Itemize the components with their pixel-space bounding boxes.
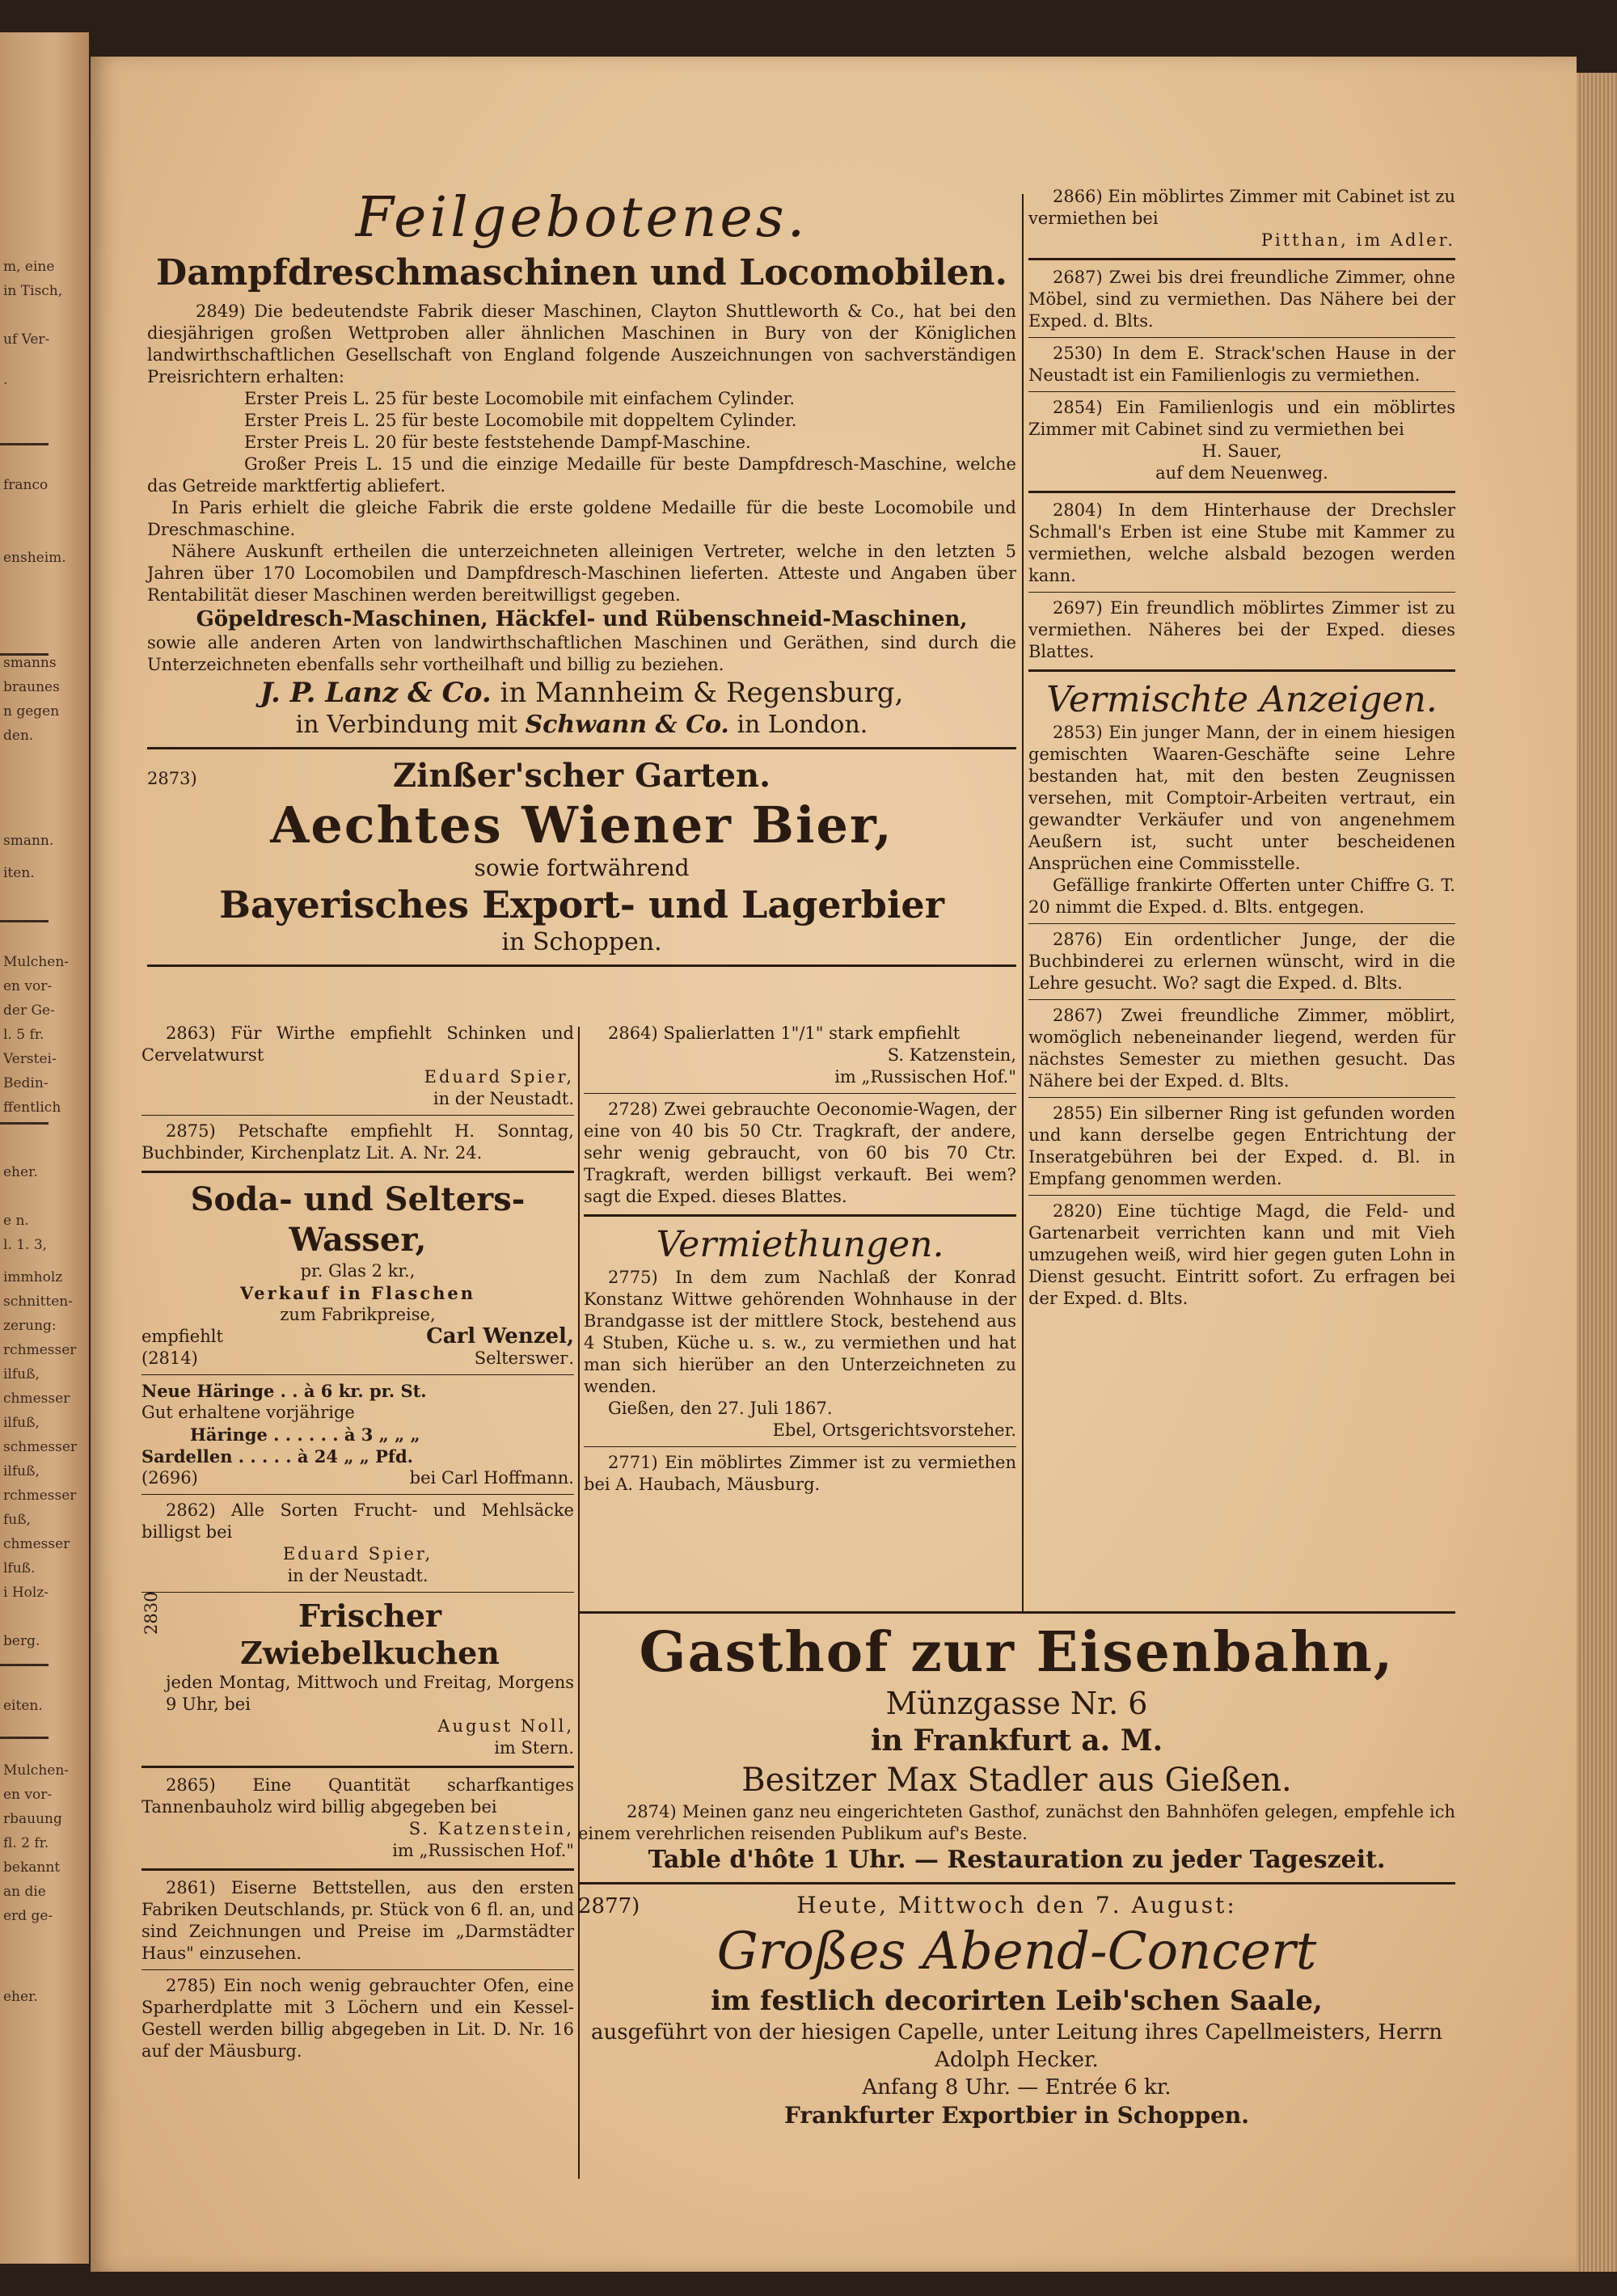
- left-page-rule: [0, 1122, 49, 1125]
- ad-text: Ein silberner Ring ist gefunden worden und kann derselbe gegen Entrichtung der Inseratgebühren bei der Exped. d. Bl. in Empfang genommen werden.: [1028, 1104, 1455, 1188]
- divider: [141, 1115, 574, 1116]
- ad-number: 2830: [141, 1591, 161, 1635]
- ad-number: 2862): [166, 1500, 216, 1520]
- ad-signature-place: auf dem Neuenweg.: [1155, 463, 1328, 483]
- ad-text: Ein möblirtes Zimmer mit Cabinet ist zu vermiethen bei: [1028, 187, 1455, 228]
- concert-venue: im festlich decorirten Leib'schen Saale,: [711, 1985, 1323, 2017]
- left-page-fragment: ilfuß,: [3, 1415, 40, 1431]
- haringe-line: Neue Häringe . . à 6 kr. pr. St.: [141, 1381, 427, 1401]
- ad-text: Ein möblirtes Zimmer ist zu vermiethen bei A. Haubach, Mäusburg.: [584, 1453, 1016, 1494]
- ad-number: 2863): [166, 1023, 216, 1043]
- ad-text: Zwei gebrauchte Oeconomie-Wagen, der eine von 40 bis 50 Ctr. Tragkraft, der andere, sehr wenig gebraucht, von 60 bis 70 Ctr. Tragkraft, werden billigst verkauft. Bei wem? sagt die Exped. dieses Blattes.: [584, 1099, 1016, 1206]
- ad-signature: August Noll,: [437, 1716, 574, 1736]
- left-page-fragment: .: [3, 372, 8, 388]
- ad-2804: [1028, 500, 1455, 587]
- left-page-edge: [0, 32, 89, 2264]
- ad-text: In dem Hinterhause der Drechsler Schmall's Erben ist eine Stube mit Kammer zu vermiethen, welche alsbald bezogen werden kann.: [1028, 500, 1455, 585]
- left-page-rule: [0, 1737, 49, 1739]
- left-page-fragment: ensheim.: [3, 550, 66, 566]
- ad-text: Alle Sorten Frucht- und Mehlsäcke billigst bei: [141, 1500, 574, 1542]
- ad-text: Die bedeutendste Fabrik dieser Maschinen, Clayton Shuttleworth & Co., hat bei den diesjährigen großen Wettproben aller ähnlichen Maschinen in Bury von der Königlichen landwirthschaftlichen Gesellschaft von England folgende Auszeichnungen von sachverständigen Preisrichtern erhalten:: [147, 302, 1016, 386]
- divider: [584, 1446, 1016, 1447]
- ad-text: Für Wirthe empfiehlt Schinken und Cervelatwurst: [141, 1023, 574, 1065]
- divider: [141, 1494, 574, 1495]
- left-page-rule: [0, 920, 49, 922]
- ad-signature-place: in der Neustadt.: [433, 1089, 574, 1108]
- divider: [141, 1868, 574, 1871]
- soda-place: Selterswег.: [474, 1348, 574, 1368]
- ad-text: Spalierlatten 1"/1" stark empfiehlt: [663, 1023, 960, 1043]
- ad-signature: Ebel, Ortsgerichtsvorsteher.: [772, 1420, 1016, 1440]
- ad-number: 2874): [627, 1802, 677, 1821]
- soda-vendor: Carl Wenzel,: [426, 1324, 574, 1348]
- ad-text: Ein Familienlogis und ein möblirtes Zimmer mit Cabinet sind zu vermiethen bei: [1028, 398, 1455, 439]
- prize-line: Großer Preis L. 15 und die einzige Medaille für beste Dampfdresch-Maschine, welche das Getreide marktfertig abliefert.: [147, 454, 1016, 496]
- left-page-fragment: Mulchen-: [3, 1762, 70, 1779]
- ad-2876: [1028, 929, 1455, 994]
- left-page-fragment: rchmesser: [3, 1342, 77, 1358]
- ad-number: 2867): [1053, 1006, 1103, 1025]
- ad-2864: [584, 1023, 1016, 1088]
- left-page-fragment: fl. 2 fr.: [3, 1835, 49, 1851]
- ad-number: 2697): [1053, 598, 1103, 618]
- ad-2861: [141, 1877, 574, 1965]
- haringe-ad: [141, 1380, 574, 1489]
- ad-number: 2804): [1053, 500, 1103, 520]
- ad-date: Gießen, den 27. Juli 1867.: [608, 1399, 833, 1418]
- bottom-ads: [578, 1605, 1455, 2130]
- ad-text: Zwei bis drei freundliche Zimmer, ohne Möbel, sind zu vermiethen. Das Nähere bei der Exped. d. Blts.: [1028, 268, 1455, 331]
- right-page-stack: [1577, 73, 1617, 2272]
- concert-beer: Frankfurter Exportbier in Schoppen.: [783, 2102, 1250, 2129]
- ad-2530: [1028, 343, 1455, 386]
- column-rule: [1022, 194, 1024, 1613]
- left-page-fragment: Mulchen-: [3, 954, 70, 970]
- left-page-rule: [0, 443, 49, 445]
- left-page-fragment: uf Ver-: [3, 331, 50, 348]
- ad-number: 2864): [608, 1023, 658, 1043]
- left-page-fragment: berg.: [3, 1633, 40, 1649]
- goepel-text: Göpeldresch-Maschinen, Häckfel- und Rübenschneid-Maschinen,: [196, 607, 968, 631]
- ad-number: 2771): [608, 1453, 658, 1472]
- beer-headline: Aechtes Wiener Bier,: [270, 796, 893, 855]
- left-page-fragment: fuß,: [3, 1512, 31, 1528]
- left-page-fragment: chmesser: [3, 1391, 70, 1407]
- ad-text: In dem zum Nachlaß der Konrad Konstanz Wittwe gehörenden Wohnhause in der Brandgasse ist der mittlere Stock, bestehend aus 4 Stuben, Küche u. s. w., zu vermiethen und hat man sich hierüber an den Unterzeichneten zu wenden.: [584, 1268, 1016, 1396]
- ad-signature: bei Carl Hoffmann.: [409, 1468, 574, 1488]
- ad-2728: [584, 1099, 1016, 1208]
- firm2-pre: in Verbindung mit: [295, 711, 517, 739]
- divider: [141, 1374, 574, 1375]
- divider: [1028, 1195, 1455, 1196]
- ad-signature-place: in der Neustadt.: [287, 1566, 429, 1585]
- ad-text: Eiserne Bettstellen, aus den ersten Fabriken Deutschlands, pr. Stück von 6 fl. an, und sind Zeichnungen und Preise im „Darmstädter Haus" einzusehen.: [141, 1878, 574, 1963]
- ad-number: (2696): [141, 1468, 198, 1488]
- left-page-fragment: ilfuß,: [3, 1366, 40, 1382]
- section-heading: Vermischte Anzeigen.: [1046, 679, 1438, 720]
- firm2-line: [147, 710, 1016, 741]
- ad-signature: Pitthan, im Adler.: [1260, 230, 1455, 250]
- concert-date: Heute, Mittwoch den 7. August:: [796, 1892, 1237, 1918]
- ad-number: 2854): [1053, 398, 1103, 417]
- gasthof-ad: [578, 1620, 1455, 1876]
- left-page-fragment: eiten.: [3, 1698, 43, 1714]
- left-page-fragment: m, eine: [3, 259, 55, 275]
- divider: [1028, 669, 1455, 672]
- left-page-fragment: schmesser: [3, 1439, 78, 1455]
- ad-number: 2853): [1053, 723, 1103, 742]
- concert-ad: [578, 1891, 1455, 2130]
- ad-number: 2530): [1053, 344, 1103, 363]
- left-page-fragment: iten.: [3, 865, 35, 881]
- column-b: [584, 1023, 1016, 1496]
- divider: [578, 1611, 1455, 1614]
- divider: [1028, 391, 1455, 392]
- left-page-fragment: rchmesser: [3, 1488, 77, 1504]
- left-page-fragment: ffentlich: [3, 1099, 61, 1116]
- ad-number: 2866): [1053, 187, 1103, 206]
- ad-number: 2861): [166, 1878, 216, 1897]
- ad-number: 2876): [1053, 930, 1103, 949]
- left-page-fragment: braunes: [3, 679, 60, 695]
- divider: [584, 1214, 1016, 1217]
- gasthof-owner: Besitzer Max Stadler aus Gießen.: [741, 1762, 1292, 1799]
- ad-text: Ein ordentlicher Junge, der die Buchbinderei zu erlernen wünscht, wird in die Lehre gesucht. Wo? sagt die Exped. d. Blts.: [1028, 930, 1455, 993]
- divider: [1028, 258, 1455, 260]
- soda-ad: [141, 1180, 574, 1370]
- soda-title: Soda- und Selters-Wasser,: [190, 1180, 526, 1259]
- haringe-line: Sardellen . . . . . à 24 „ „ Pfd.: [141, 1446, 413, 1467]
- ad-signature-place: im „Russischen Hof.": [834, 1067, 1016, 1087]
- bavarian-beer: Bayerisches Export- und Lagerbier: [219, 883, 944, 926]
- divider: [578, 1882, 1455, 1884]
- ad-signature: S. Katzenstein,: [408, 1819, 574, 1838]
- left-page-fragment: zerung:: [3, 1318, 57, 1334]
- prize-line: Erster Preis L. 25 für beste Locomobile mit einfachem Cylinder.: [244, 389, 796, 408]
- ad-signature-place: im Stern.: [494, 1738, 574, 1758]
- concert-performers: ausgeführt von der hiesigen Capelle, unter Leitung ihres Capellmeisters, Herrn Adolph Hecker.: [591, 2020, 1442, 2072]
- column-a: [141, 1023, 574, 2062]
- gasthof-table: Table d'hôte 1 Uhr. — Restauration zu jeder Tageszeit.: [648, 1846, 1386, 1874]
- section-heading: Vermiethungen.: [656, 1224, 944, 1265]
- schoppen: in Schoppen.: [501, 928, 662, 956]
- left-page-fragment: en vor-: [3, 1787, 53, 1803]
- left-page-fragment: an die: [3, 1884, 46, 1900]
- ad-number: 2785): [166, 1976, 216, 1995]
- ad-number: 2849): [196, 302, 246, 321]
- divider: [141, 1766, 574, 1768]
- left-page-fragment: en vor-: [3, 978, 53, 994]
- ad-2830: [141, 1591, 574, 1759]
- ad-text: Zwei freundliche Zimmer, möblirt, womöglich nebeneinander liegend, werden für nächstes Semester zu miethen gesucht. Das Nähere bei der Exped. d. Blts.: [1028, 1006, 1455, 1091]
- section-title: Feilgebotenes.: [355, 186, 808, 250]
- ad-number: 2775): [608, 1268, 658, 1287]
- ad-text: Petschafte empfiehlt H. Sonntag, Buchbinder, Kirchenplatz Lit. A. Nr. 24.: [141, 1121, 574, 1163]
- left-page-fragment: franco: [3, 477, 49, 493]
- left-page-fragment: e n.: [3, 1213, 29, 1229]
- ad-2687: [1028, 267, 1455, 332]
- soda-pre: empfiehlt: [141, 1327, 223, 1346]
- haringe-line: Häringe . . . . . . à 3 „ „ „: [190, 1424, 420, 1445]
- firm-line: [147, 676, 1016, 710]
- left-page-fragment: i Holz-: [3, 1585, 49, 1601]
- ad-2820: [1028, 1201, 1455, 1310]
- left-page-rule: [0, 1664, 49, 1666]
- left-page-fragment: in Tisch,: [3, 283, 63, 299]
- left-page-fragment: Bedin-: [3, 1075, 49, 1091]
- ad-number: 2865): [166, 1775, 216, 1795]
- divider: [141, 1171, 574, 1173]
- left-page-fragment: chmesser: [3, 1536, 70, 1552]
- ad-text: Meinen ganz neu eingerichteten Gasthof, zunächst den Bahnhöfen gelegen, empfehle ich einem verehrlichen reisenden Publikum auf's Beste.: [578, 1802, 1455, 1843]
- prize-line: Erster Preis L. 25 für beste Locomobile mit doppeltem Cylinder.: [244, 411, 797, 430]
- ad-text: Ein noch wenig gebrauchter Ofen, eine Sparherdplatte mit 3 Löchern und ein Kessel-Gestell werden billig abgegeben in Lit. D. Nr. 16 auf der Mäusburg.: [141, 1976, 574, 2061]
- right-column: [1028, 186, 1455, 1310]
- firm-place: in Mannheim & Regensburg,: [500, 677, 904, 709]
- ad-number: 2855): [1053, 1104, 1103, 1123]
- left-page-fragment: l. 5 fr.: [3, 1027, 44, 1043]
- paris-text: In Paris erhielt die gleiche Fabrik die erste goldene Medaille für die beste Locomobile und Dreschmaschine.: [147, 498, 1016, 539]
- ad-2854: [1028, 397, 1455, 484]
- ad-2863: [141, 1023, 574, 1110]
- ad-text: In dem E. Strack'schen Hause in der Neustadt ist ein Familienlogis zu vermiethen.: [1028, 344, 1455, 385]
- firm2-name: Schwann & Co.: [525, 711, 729, 739]
- ad-headline: Dampfdreschmaschinen und Locomobilen.: [156, 252, 1007, 293]
- soda-fabrikpreis: zum Fabrikpreise,: [280, 1305, 436, 1324]
- divider: [141, 1592, 574, 1593]
- left-page-fragment: lfuß.: [3, 1560, 36, 1576]
- divider: [147, 964, 1016, 967]
- ad-2862: [141, 1500, 574, 1587]
- ad-text: Ein freundlich möblirtes Zimmer ist zu vermiethen. Näheres bei der Exped. dieses Blattes.: [1028, 598, 1455, 661]
- prize-line: Erster Preis L. 20 für beste feststehende Dampf-Maschine.: [244, 433, 751, 452]
- ad-signature: Eduard Spier,: [424, 1067, 574, 1087]
- firm2-place: in London.: [737, 711, 868, 739]
- ad-2865: [141, 1775, 574, 1862]
- left-page-fragment: bekannt: [3, 1859, 61, 1876]
- left-page-fragment: smanns: [3, 655, 57, 671]
- gasthof-address: Münzgasse Nr. 6: [885, 1686, 1148, 1721]
- left-page-fragment: rbauung: [3, 1811, 62, 1827]
- concert-start: Anfang 8 Uhr. — Entrée 6 kr.: [862, 2075, 1172, 2100]
- ad-2697: [1028, 597, 1455, 663]
- divider: [1028, 1097, 1455, 1098]
- garden-name: Zinßer'scher Garten.: [392, 757, 771, 795]
- ad-number: 2728): [608, 1099, 658, 1119]
- left-page-fragment: l. 1. 3,: [3, 1237, 48, 1253]
- soda-price: pr. Glas 2 kr.,: [300, 1261, 416, 1281]
- ad-signature: Eduard Spier,: [282, 1544, 433, 1564]
- left-page-fragment: den.: [3, 728, 34, 744]
- haringe-line: Gut erhaltene vorjährige: [141, 1403, 355, 1422]
- ad-2849: [147, 301, 1016, 676]
- ad-2853: [1028, 722, 1455, 918]
- ad-signature: H. Sauer,: [1201, 441, 1282, 461]
- ad-2785: [141, 1975, 574, 2062]
- concert-title: Großes Abend-Concert: [716, 1922, 1317, 1982]
- ad-title: Frischer Zwiebelkuchen: [240, 1597, 500, 1671]
- ad-text: Gefällige frankirte Offerten unter Chiffre G. T. 20 nimmt die Exped. d. Blts. entgegen.: [1028, 876, 1455, 917]
- ad-number: 2820): [1053, 1201, 1103, 1221]
- ad-signature-place: im „Russischen Hof.": [392, 1841, 574, 1860]
- soda-sale: Verkauf in Flaschen: [239, 1283, 476, 1303]
- ad-2771: [584, 1452, 1016, 1496]
- divider: [1028, 999, 1455, 1000]
- ad-number: 2875): [166, 1121, 216, 1141]
- ad-signature: S. Katzenstein,: [887, 1045, 1016, 1065]
- ad-text: Eine Quantität scharfkantiges Tannenbauholz wird billig abgegeben bei: [141, 1775, 574, 1817]
- ad-text: jeden Montag, Mittwoch und Freitag, Morgens 9 Uhr, bei: [166, 1673, 574, 1714]
- ad-text: Eine tüchtige Magd, die Feld- und Gartenarbeit verrichten kann und mit Vieh umzugehen weiß, wird hier gegen guten Lohn in Dienst gesucht. Eintritt sofort. Zu erfragen bei der Exped. d. Blts.: [1028, 1201, 1455, 1308]
- left-page-rule: [0, 653, 49, 656]
- divider: [1028, 491, 1455, 493]
- beer-sub: sowie fortwährend: [474, 855, 690, 881]
- firm-name: J. P. Lanz & Co.: [260, 677, 492, 709]
- left-page-fragment: eher.: [3, 1989, 38, 2005]
- left-page-fragment: smann.: [3, 833, 54, 849]
- ad-number: (2814): [141, 1348, 198, 1368]
- left-column: [147, 186, 1016, 973]
- gasthof-city: in Frankfurt a. M.: [870, 1724, 1163, 1758]
- ad-2873: [147, 756, 1016, 958]
- ad-number: 2687): [1053, 268, 1103, 287]
- ad-text: Ein junger Mann, der in einem hiesigen gemischten Waaren-Geschäfte seine Lehre bestanden hat, mit den besten Zeugnissen versehen, mit Comptoir-Arbeiten vertraut, ein gewandter Verkäufer und von angenehmem Aeußern ist, sucht unter bescheidenen Ansprüchen eine Commisstelle.: [1028, 723, 1455, 873]
- info-text: Nähere Auskunft ertheilen die unterzeichneten alleinigen Vertreter, welche in den letzten 5 Jahren über 170 Locomobilen und Dampfdresch-Maschinen lieferten. Atteste und Angaben über Rentabilität dieser Maschinen werden bereitwilligst gegeben.: [147, 542, 1016, 605]
- divider: [1028, 592, 1455, 593]
- divider: [1028, 923, 1455, 924]
- sowie-text: sowie alle anderen Arten von landwirthschaftlichen Maschinen und Geräthen, sind durch die Unterzeichneten ebenfalls sehr vortheilhaft und billig zu beziehen.: [147, 633, 1016, 674]
- gasthof-title: Gasthof zur Eisenbahn,: [639, 1620, 1395, 1685]
- left-page-fragment: n gegen: [3, 703, 60, 720]
- divider: [147, 747, 1016, 749]
- left-page-fragment: ilfuß,: [3, 1463, 40, 1479]
- divider: [1028, 337, 1455, 338]
- ad-2867: [1028, 1005, 1455, 1092]
- left-page-fragment: immholz: [3, 1269, 63, 1285]
- ad-2855: [1028, 1103, 1455, 1190]
- ad-number: 2873): [147, 769, 197, 788]
- divider: [584, 1093, 1016, 1094]
- ad-2775: [584, 1267, 1016, 1441]
- left-page-fragment: schnitten-: [3, 1294, 73, 1310]
- left-page-fragment: erd ge-: [3, 1908, 53, 1924]
- ad-2866: [1028, 186, 1455, 251]
- left-page-fragment: eher.: [3, 1164, 38, 1180]
- left-page-fragment: Verstei-: [3, 1051, 57, 1067]
- ad-number: 2877): [578, 1894, 640, 1918]
- divider: [141, 1969, 574, 1970]
- left-page-fragment: der Ge-: [3, 1002, 55, 1019]
- ad-2875: [141, 1121, 574, 1164]
